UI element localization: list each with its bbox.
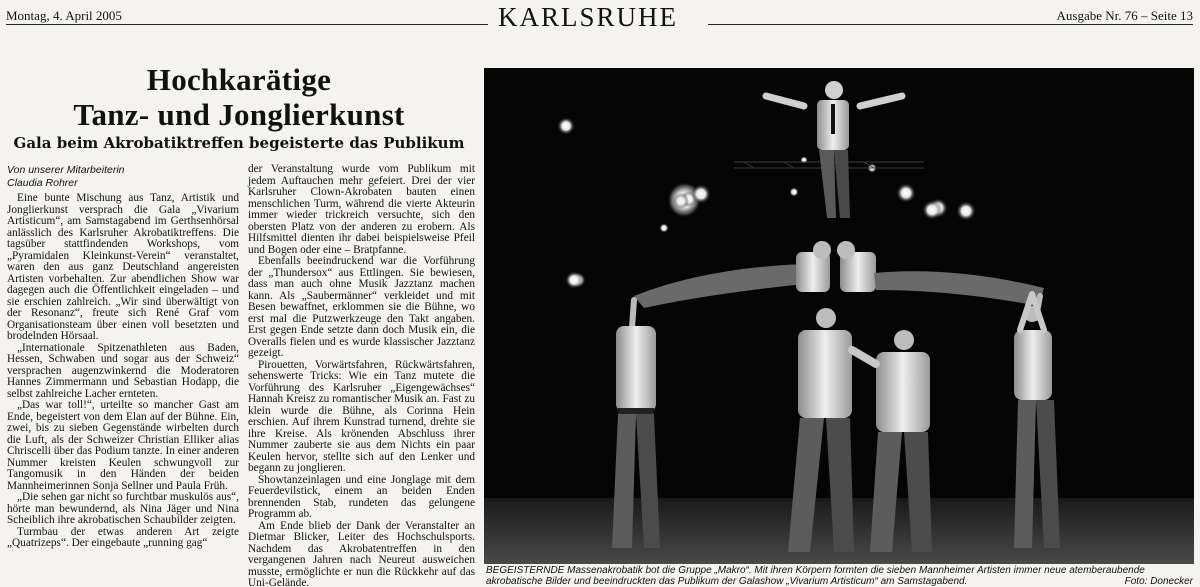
paragraph: Ebenfalls beeindruckend war die Vorführung der „Thundersox“ aus Ettlingen. Sie bewiesen, dass man auch ohne Musik Jazztanz machen kann. Als „Saubermänner“ verkleidet und mit Besen bewaffnet, erklommen sie die Bühne, wo erst mal die Putzwerkzeuge den Takt angaben. Erst gegen Ende setzte dann doch Musik ein, die Overalls fielen und es wurde klassischer Jazztanz gezeigt.: [248, 255, 475, 359]
paragraph: Pirouetten, Vorwärtsfahren, Rückwärtsfahren, sehenswerte Tricks: Wie ein Tanz mutete die Vorführung des Karlsruher „Eigengewächses“ Hannah Kreisz zu romantischer Musik an. Fast zu klein wurde die Bühne, als Corinna Hein erschien. Auf ihrem Kunstrad turnend, drehte sie ihre Kreise. Als krönenden Abschluss ihrer Nummer zauberte sie aus dem Nichts ein paar Keulen hervor, stellte sich auf den Lenker und begann zu jonglieren.: [248, 358, 475, 474]
headline-line-2: Tanz- und Jonglierkunst: [73, 97, 405, 132]
byline-role: Von unserer Mitarbeiterin: [7, 164, 125, 176]
paragraph: „Internationale Spitzenathleten aus Baden, Hessen, Schwaben und sogar aus der Schweiz“ versprachen augenzwinkernd die Moderatoren Hannes Zimmermann und Sebastian Hodapp, die selbst zahlreiche Lacher ernteten.: [7, 341, 239, 400]
acrobatics-photo: [484, 68, 1194, 564]
issue-number: Ausgabe Nr. 76 – Seite 13: [1056, 8, 1193, 23]
subheadline: Gala beim Akrobatiktreffen begeisterte das Publikum: [13, 134, 465, 152]
headline-line-1: Hochkarätige: [146, 62, 332, 97]
photo-credit: Foto: Donecker: [1124, 576, 1193, 587]
photo-caption: BEGEISTERNDE Massenakrobatik bot die Gruppe „Makro“. Mit ihren Körpern formten die sieben Mannheimer Artisten immer neue atemberaubende akrobatische Bilder und beeindruckten das Publikum der Galashow „Vivarium Artisticum“ am Samstagabend.: [486, 565, 1145, 587]
issue-date: Montag, 4. April 2005: [6, 8, 122, 23]
paragraph: Showtanzeinlagen und eine Jonglage mit dem Feuerdevilstick, einem an beiden Enden brennenden Stab, rundeten das gelungene Programm ab.: [248, 473, 475, 520]
paragraph: der Veranstaltung wurde vom Publikum mit jedem Auftauchen mehr gefeiert. Drei der vier Karlsruher Clown-Akrobaten bauten einen menschlichen Turm, während die vierte Akteurin immer wieder trickreich versuchte, sich den obersten Platz von der anderen zu erobern. Als Hilfsmittel dienten ihr dabei beispielsweise Pfeil und Bogen oder eine – Bratpfanne.: [248, 163, 475, 256]
article-column-1: [7, 164, 239, 550]
paragraph: „Das war toll!“, urteilte so mancher Gast am Ende, begeistert von dem Elan auf der Bühne. Ein, zwei, bis zu sieben Gegenstände wirbelten durch die Luft, als der Schweizer Christian Elliker alias Chriscelli über das Podium tanzte. In einer anderen Nummer kreisten Keulen schwungvoll zur Tangomusik in den Händen der beiden Mannheimerinnen Sonja Sellner und Paula Früh.: [7, 399, 239, 492]
article-column-2: [248, 164, 475, 587]
masthead: [0, 0, 1200, 32]
acrobatics-photo-illustration: [484, 68, 1194, 564]
paragraph: Eine bunte Mischung aus Tanz, Artistik und Jonglierkunst versprach die Gala „Vivarium Artisticum“, am Samstagabend im Gerthsenhörsal anlässlich des Karlsruher Akrobatiktreffens. Die tagsüber stattfindenden Workshops, vom „Pyramidalen Kleinkunst-Verein“ veranstaltet, waren den aus ganz Deutschland angereisten Artisten vorbehalten. Zur abendlichen Show war dagegen auch die Öffentlichkeit eingeladen – und sie erschien zahlreich. „Wir sind überwältigt von der Resonanz“, freute sich René Graf vom Organisationsteam über einen voll besetzten und brodelnden Hörsaal.: [7, 192, 239, 342]
paragraph: „Die sehen gar nicht so furchtbar muskulös aus“, hörte man bewundernd, als Nina Jäger und Nina Scheiblich ihre akrobatischen Schaubilder zeigten.: [7, 491, 239, 526]
byline: [7, 164, 239, 189]
paragraph: Am Ende blieb der Dank der Veranstalter an Dietmar Blicker, Leiter des Hochschulsports. Nachdem das Akrobatentreffen in den vergangenen Jahren nach Neureut ausweichen musste, ermöglichte er nun die Rückkehr auf das Uni-Gelände.: [248, 519, 475, 587]
masthead-rule-left: [6, 24, 488, 25]
paragraph: Turmbau der etwas anderen Art zeigte „Quatrizeps“. Der eingebaute „running gag“: [7, 525, 239, 549]
masthead-rule-right: [708, 24, 1193, 25]
byline-author: Claudia Rohrer: [7, 176, 78, 189]
section-title: KARLSRUHE: [498, 2, 679, 32]
